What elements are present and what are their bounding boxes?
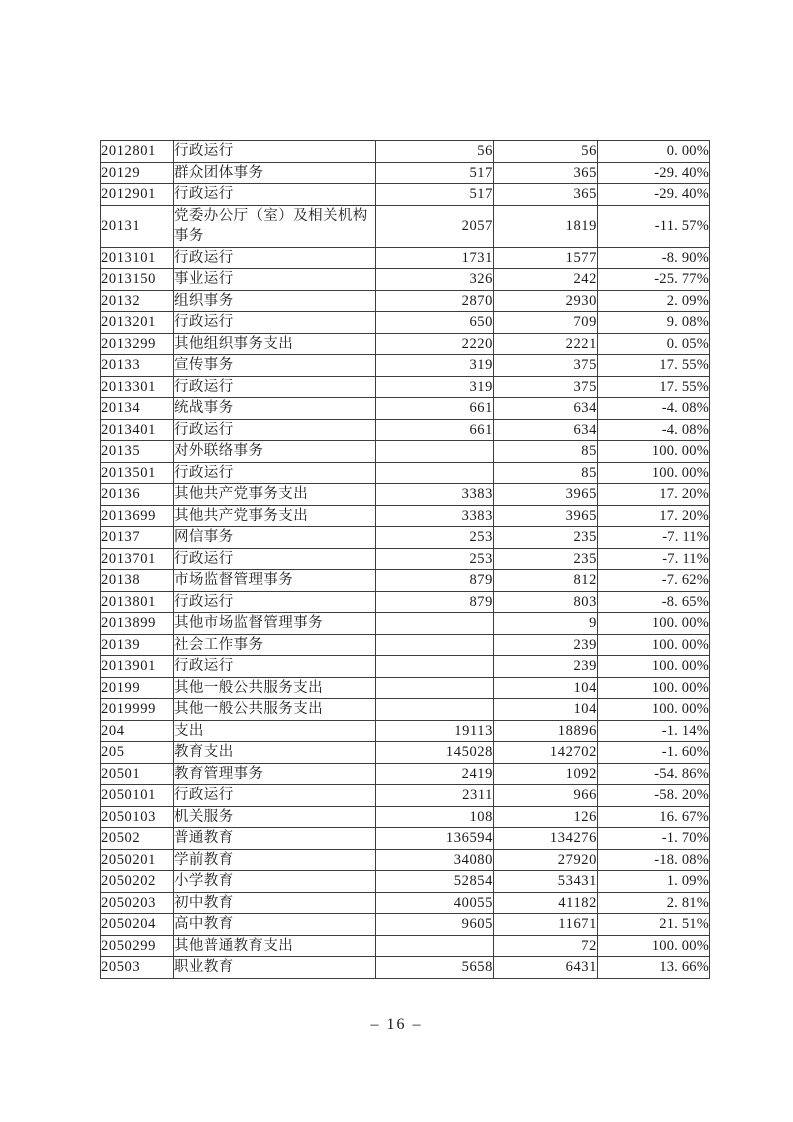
cell-curr-value: 41182: [494, 892, 598, 914]
cell-prev-value: 253: [376, 548, 494, 570]
table-row: [101, 441, 710, 463]
cell-curr-value: 803: [494, 591, 598, 613]
cell-prev-value: 661: [376, 398, 494, 420]
cell-code: 2013401: [101, 419, 174, 441]
cell-curr-value: 812: [494, 570, 598, 592]
cell-change-pct: -25. 77%: [598, 269, 710, 291]
cell-code: 20132: [101, 290, 174, 312]
cell-curr-value: 85: [494, 462, 598, 484]
table-row: [101, 828, 710, 850]
cell-curr-value: 1819: [494, 205, 598, 247]
table-row: [101, 505, 710, 527]
cell-code: 2013699: [101, 505, 174, 527]
cell-curr-value: 235: [494, 527, 598, 549]
cell-code: 20199: [101, 677, 174, 699]
cell-name: 行政运行: [174, 656, 376, 678]
table-row: [101, 720, 710, 742]
cell-change-pct: -4. 08%: [598, 419, 710, 441]
cell-change-pct: 17. 20%: [598, 505, 710, 527]
cell-code: 205: [101, 742, 174, 764]
cell-code: 2013801: [101, 591, 174, 613]
table-row: [101, 184, 710, 206]
cell-prev-value: [376, 656, 494, 678]
cell-code: 20136: [101, 484, 174, 506]
cell-curr-value: 2930: [494, 290, 598, 312]
cell-code: 20137: [101, 527, 174, 549]
cell-curr-value: 11671: [494, 914, 598, 936]
cell-change-pct: 2. 81%: [598, 892, 710, 914]
cell-code: 20502: [101, 828, 174, 850]
cell-name: 行政运行: [174, 548, 376, 570]
cell-prev-value: 650: [376, 312, 494, 334]
cell-curr-value: 365: [494, 184, 598, 206]
cell-change-pct: -29. 40%: [598, 184, 710, 206]
cell-code: 20501: [101, 763, 174, 785]
cell-prev-value: 52854: [376, 871, 494, 893]
cell-change-pct: -1. 60%: [598, 742, 710, 764]
cell-change-pct: -11. 57%: [598, 205, 710, 247]
table-row: [101, 914, 710, 936]
cell-code: 2013150: [101, 269, 174, 291]
cell-prev-value: 40055: [376, 892, 494, 914]
table-row: [101, 699, 710, 721]
budget-table-body: [101, 141, 710, 979]
cell-code: 2050103: [101, 806, 174, 828]
table-row: [101, 548, 710, 570]
cell-change-pct: 100. 00%: [598, 441, 710, 463]
cell-code: 2050204: [101, 914, 174, 936]
cell-code: 2050202: [101, 871, 174, 893]
cell-prev-value: 517: [376, 162, 494, 184]
cell-curr-value: 239: [494, 656, 598, 678]
cell-code: 2013701: [101, 548, 174, 570]
cell-name: 其他组织事务支出: [174, 333, 376, 355]
cell-code: 204: [101, 720, 174, 742]
cell-name: 职业教育: [174, 957, 376, 979]
cell-prev-value: [376, 441, 494, 463]
cell-prev-value: [376, 699, 494, 721]
cell-change-pct: 100. 00%: [598, 656, 710, 678]
cell-change-pct: 2. 09%: [598, 290, 710, 312]
cell-change-pct: 13. 66%: [598, 957, 710, 979]
cell-code: 2012801: [101, 141, 174, 163]
cell-change-pct: 100. 00%: [598, 677, 710, 699]
table-row: [101, 570, 710, 592]
cell-change-pct: 0. 05%: [598, 333, 710, 355]
cell-name: 其他一般公共服务支出: [174, 677, 376, 699]
cell-change-pct: 17. 55%: [598, 376, 710, 398]
cell-prev-value: 145028: [376, 742, 494, 764]
cell-code: 20138: [101, 570, 174, 592]
cell-prev-value: 2311: [376, 785, 494, 807]
cell-curr-value: 72: [494, 935, 598, 957]
cell-name: 行政运行: [174, 247, 376, 269]
table-row: [101, 205, 710, 247]
cell-prev-value: 34080: [376, 849, 494, 871]
cell-code: 2013901: [101, 656, 174, 678]
cell-curr-value: 709: [494, 312, 598, 334]
cell-prev-value: 3383: [376, 484, 494, 506]
cell-curr-value: 85: [494, 441, 598, 463]
cell-change-pct: -54. 86%: [598, 763, 710, 785]
cell-code: 20129: [101, 162, 174, 184]
table-row: [101, 419, 710, 441]
cell-name: 组织事务: [174, 290, 376, 312]
table-row: [101, 656, 710, 678]
cell-code: 2050101: [101, 785, 174, 807]
cell-change-pct: -58. 20%: [598, 785, 710, 807]
table-row: [101, 849, 710, 871]
table-row: [101, 935, 710, 957]
cell-name: 教育管理事务: [174, 763, 376, 785]
table-row: [101, 484, 710, 506]
cell-curr-value: 365: [494, 162, 598, 184]
cell-name: 行政运行: [174, 785, 376, 807]
cell-name: 其他普通教育支出: [174, 935, 376, 957]
cell-curr-value: 126: [494, 806, 598, 828]
table-row: [101, 247, 710, 269]
cell-code: 20135: [101, 441, 174, 463]
table-row: [101, 162, 710, 184]
table-row: [101, 376, 710, 398]
cell-prev-value: 108: [376, 806, 494, 828]
cell-change-pct: 100. 00%: [598, 634, 710, 656]
cell-name: 初中教育: [174, 892, 376, 914]
table-row: [101, 785, 710, 807]
cell-code: 20131: [101, 205, 174, 247]
cell-curr-value: 18896: [494, 720, 598, 742]
cell-curr-value: 235: [494, 548, 598, 570]
cell-code: 2050203: [101, 892, 174, 914]
cell-prev-value: [376, 677, 494, 699]
cell-name: 支出: [174, 720, 376, 742]
page-number: – 16 –: [370, 1016, 423, 1033]
cell-prev-value: 9605: [376, 914, 494, 936]
cell-curr-value: 3965: [494, 484, 598, 506]
cell-prev-value: [376, 935, 494, 957]
cell-curr-value: 239: [494, 634, 598, 656]
table-row: [101, 806, 710, 828]
cell-change-pct: 100. 00%: [598, 699, 710, 721]
cell-curr-value: 104: [494, 699, 598, 721]
cell-curr-value: 634: [494, 398, 598, 420]
cell-curr-value: 142702: [494, 742, 598, 764]
cell-change-pct: 1. 09%: [598, 871, 710, 893]
cell-curr-value: 2221: [494, 333, 598, 355]
cell-name: 行政运行: [174, 184, 376, 206]
cell-curr-value: 966: [494, 785, 598, 807]
cell-prev-value: 1731: [376, 247, 494, 269]
cell-code: 2012901: [101, 184, 174, 206]
cell-prev-value: 661: [376, 419, 494, 441]
cell-curr-value: 3965: [494, 505, 598, 527]
table-row: [101, 355, 710, 377]
cell-change-pct: 100. 00%: [598, 462, 710, 484]
cell-curr-value: 6431: [494, 957, 598, 979]
cell-prev-value: 879: [376, 591, 494, 613]
cell-prev-value: [376, 634, 494, 656]
cell-prev-value: 56: [376, 141, 494, 163]
cell-prev-value: 2419: [376, 763, 494, 785]
cell-prev-value: 319: [376, 355, 494, 377]
cell-name: 其他一般公共服务支出: [174, 699, 376, 721]
cell-prev-value: 879: [376, 570, 494, 592]
cell-curr-value: 375: [494, 376, 598, 398]
cell-code: 2013301: [101, 376, 174, 398]
cell-change-pct: -7. 11%: [598, 548, 710, 570]
table-row: [101, 871, 710, 893]
cell-code: 2013299: [101, 333, 174, 355]
table-row: [101, 462, 710, 484]
table-row: [101, 591, 710, 613]
cell-name: 市场监督管理事务: [174, 570, 376, 592]
table-row: [101, 634, 710, 656]
cell-name: 宣传事务: [174, 355, 376, 377]
cell-code: 20503: [101, 957, 174, 979]
cell-prev-value: 19113: [376, 720, 494, 742]
cell-name: 行政运行: [174, 462, 376, 484]
cell-name: 对外联络事务: [174, 441, 376, 463]
cell-change-pct: -7. 11%: [598, 527, 710, 549]
table-row: [101, 269, 710, 291]
cell-change-pct: 9. 08%: [598, 312, 710, 334]
cell-name: 其他市场监督管理事务: [174, 613, 376, 635]
cell-change-pct: 100. 00%: [598, 935, 710, 957]
cell-name: 群众团体事务: [174, 162, 376, 184]
cell-curr-value: 134276: [494, 828, 598, 850]
cell-code: 2050299: [101, 935, 174, 957]
cell-prev-value: 136594: [376, 828, 494, 850]
cell-curr-value: 27920: [494, 849, 598, 871]
cell-curr-value: 1577: [494, 247, 598, 269]
cell-name: 统战事务: [174, 398, 376, 420]
cell-change-pct: -4. 08%: [598, 398, 710, 420]
cell-curr-value: 634: [494, 419, 598, 441]
cell-name: 普通教育: [174, 828, 376, 850]
cell-curr-value: 53431: [494, 871, 598, 893]
cell-change-pct: 21. 51%: [598, 914, 710, 936]
table-row: [101, 613, 710, 635]
table-row: [101, 398, 710, 420]
cell-curr-value: 9: [494, 613, 598, 635]
cell-code: 20134: [101, 398, 174, 420]
cell-change-pct: -18. 08%: [598, 849, 710, 871]
cell-name: 学前教育: [174, 849, 376, 871]
cell-code: 2013101: [101, 247, 174, 269]
cell-curr-value: 56: [494, 141, 598, 163]
cell-curr-value: 1092: [494, 763, 598, 785]
cell-name: 高中教育: [174, 914, 376, 936]
cell-name: 教育支出: [174, 742, 376, 764]
cell-code: 2013899: [101, 613, 174, 635]
cell-prev-value: [376, 613, 494, 635]
cell-prev-value: 253: [376, 527, 494, 549]
cell-change-pct: 17. 20%: [598, 484, 710, 506]
cell-change-pct: -8. 65%: [598, 591, 710, 613]
cell-name: 网信事务: [174, 527, 376, 549]
cell-code: 2019999: [101, 699, 174, 721]
cell-change-pct: -1. 70%: [598, 828, 710, 850]
cell-curr-value: 375: [494, 355, 598, 377]
table-row: [101, 763, 710, 785]
cell-code: 20133: [101, 355, 174, 377]
cell-code: 2013501: [101, 462, 174, 484]
cell-prev-value: 517: [376, 184, 494, 206]
cell-change-pct: 16. 67%: [598, 806, 710, 828]
cell-curr-value: 242: [494, 269, 598, 291]
table-row: [101, 312, 710, 334]
table-row: [101, 333, 710, 355]
cell-name: 行政运行: [174, 591, 376, 613]
cell-name: 其他共产党事务支出: [174, 505, 376, 527]
cell-change-pct: 0. 00%: [598, 141, 710, 163]
table-row: [101, 957, 710, 979]
cell-prev-value: 319: [376, 376, 494, 398]
cell-change-pct: -8. 90%: [598, 247, 710, 269]
cell-code: 2013201: [101, 312, 174, 334]
cell-name: 事业运行: [174, 269, 376, 291]
cell-prev-value: 5658: [376, 957, 494, 979]
cell-change-pct: 100. 00%: [598, 613, 710, 635]
cell-prev-value: 326: [376, 269, 494, 291]
cell-change-pct: 17. 55%: [598, 355, 710, 377]
cell-name: 机关服务: [174, 806, 376, 828]
table-row: [101, 141, 710, 163]
cell-name: 小学教育: [174, 871, 376, 893]
cell-curr-value: 104: [494, 677, 598, 699]
cell-change-pct: -29. 40%: [598, 162, 710, 184]
table-row: [101, 742, 710, 764]
cell-change-pct: -1. 14%: [598, 720, 710, 742]
cell-prev-value: 2220: [376, 333, 494, 355]
cell-name: 行政运行: [174, 376, 376, 398]
cell-name: 行政运行: [174, 141, 376, 163]
cell-code: 2050201: [101, 849, 174, 871]
table-row: [101, 677, 710, 699]
budget-table: [100, 140, 710, 979]
cell-change-pct: -7. 62%: [598, 570, 710, 592]
cell-name: 行政运行: [174, 312, 376, 334]
cell-name: 党委办公厅（室）及相关机构事务: [174, 205, 376, 247]
table-row: [101, 892, 710, 914]
cell-prev-value: 2870: [376, 290, 494, 312]
cell-code: 20139: [101, 634, 174, 656]
table-row: [101, 527, 710, 549]
cell-name: 社会工作事务: [174, 634, 376, 656]
cell-prev-value: 3383: [376, 505, 494, 527]
table-row: [101, 290, 710, 312]
cell-name: 行政运行: [174, 419, 376, 441]
cell-name: 其他共产党事务支出: [174, 484, 376, 506]
cell-prev-value: 2057: [376, 205, 494, 247]
cell-prev-value: [376, 462, 494, 484]
